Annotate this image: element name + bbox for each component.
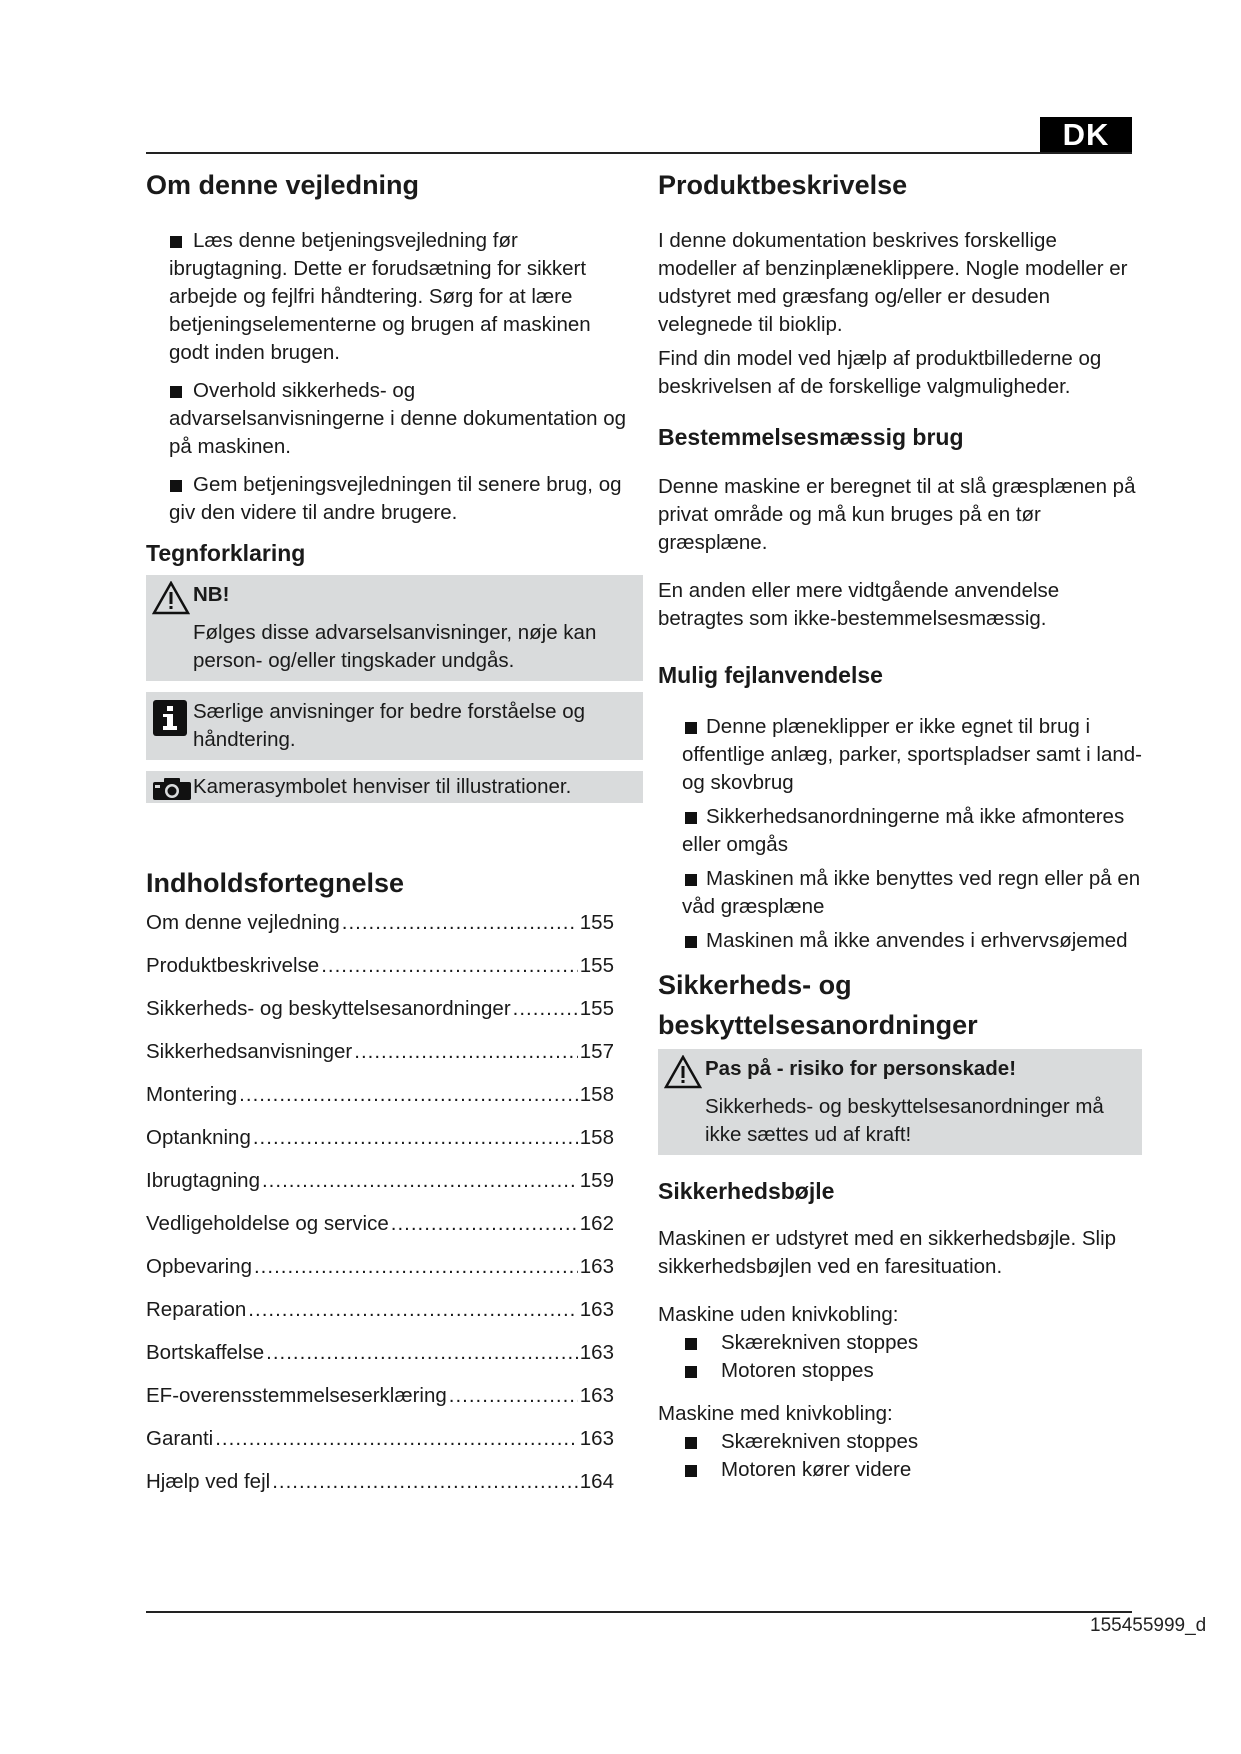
camera-callout (146, 771, 643, 803)
toc-leader (262, 1167, 578, 1195)
intended-use-paragraph-2: En anden eller mere vidtgående anvendelse betragtes som ikke-bestemmelsesmæssig. (658, 579, 1060, 630)
product-paragraph-2: Find din model ved hjælp af produktbillederne og beskrivelsen af de forskellige valgmuligheder. (658, 347, 1102, 398)
camera-text: Kamerasymbolet henviser til illustrationer. (193, 775, 572, 798)
bullet-text: Skærekniven stoppes (721, 1430, 919, 1453)
toc-list (146, 909, 614, 1511)
toc-page: 155 (579, 954, 614, 977)
bullet-text: Overhold sikkerheds- og advarselsanvisningerne i denne dokumentation og på maskinen. (169, 379, 627, 458)
toc-leader (239, 1081, 578, 1109)
bullet-text: Gem betjeningsvejledningen til senere brug, og giv den videre til andre brugere. (169, 473, 622, 524)
toc-leader (321, 952, 578, 980)
info-icon (152, 698, 188, 746)
bullet-text: Sikkerhedsanordningerne må ikke afmonteres eller omgås (682, 805, 1125, 856)
product-paragraph-1: I denne dokumentation beskrives forskellige modeller af benzinplæneklippere. Nogle modeller er udstyret med græsfang og/eller er desuden velegnede til bioklip. (658, 229, 1128, 336)
footer-rule (146, 1611, 1132, 1613)
bullet-text: Denne plæneklipper er ikke egnet til brug i offentlige anlæg, parker, sportspladser samt i land- og skovbrug (682, 715, 1142, 794)
bullet-square-icon (170, 236, 182, 248)
toc-row[interactable] (146, 1468, 614, 1511)
toc-row[interactable] (146, 1425, 614, 1468)
safety-bail-paragraph: Maskinen er udstyret med en sikkerhedsbøjle. Slip sikkerhedsbøjlen ved en faresituation. (658, 1227, 1117, 1278)
bullet-text: Motoren stoppes (721, 1359, 874, 1382)
toc-page: 163 (579, 1255, 614, 1278)
nb-callout (146, 575, 643, 681)
document-id: 155455999_d (1090, 1615, 1207, 1636)
toc-leader (215, 1425, 578, 1453)
bullet-text: Maskinen må ikke benyttes ved regn eller på en våd græsplæne (682, 867, 1141, 918)
header-rule (146, 152, 1132, 154)
toc-label: Bortskaffelse (146, 1341, 265, 1364)
toc-label: EF-overensstemmelseserklæring (146, 1384, 447, 1407)
list-item (658, 1428, 1158, 1456)
warning-callout (658, 1049, 1142, 1155)
warning-triangle-icon (664, 1055, 702, 1097)
toc-page: 163 (579, 1427, 614, 1450)
bullet-text: Læs denne betjeningsvejledning før ibrugtagning. Dette er forudsætning for sikkert arbejde og fejlfri håndtering. Sørg for at lære betjeningselementerne og brugen af maskinen godt inden brugen. (169, 229, 591, 364)
toc-label: Vedligeholdelse og service (146, 1212, 389, 1235)
bullet-square-icon (685, 1366, 697, 1378)
toc-page: 159 (579, 1169, 614, 1192)
warning-text: Sikkerheds- og beskyttelsesanordninger må ikke sættes ud af kraft! (705, 1095, 1104, 1146)
toc-leader (266, 1339, 578, 1367)
intended-use-paragraph-1: Denne maskine er beregnet til at slå græsplænen på privat område og må kun bruges på en tør græsplæne. (658, 475, 1136, 554)
toc-page: 162 (579, 1212, 614, 1235)
without-clutch-list (658, 1329, 1158, 1385)
about-heading: Om denne vejledning (146, 170, 420, 200)
list-item (658, 713, 1158, 797)
nb-title: NB! (193, 583, 230, 606)
with-clutch-label: Maskine med knivkobling: (658, 1402, 893, 1425)
toc-label: Montering (146, 1083, 238, 1106)
toc-label: Ibrugtagning (146, 1169, 260, 1192)
bullet-square-icon (170, 480, 182, 492)
toc-label: Optankning (146, 1126, 251, 1149)
toc-row[interactable] (146, 1253, 614, 1296)
toc-leader (248, 1296, 577, 1324)
without-clutch-label: Maskine uden knivkobling: (658, 1303, 899, 1326)
list-item (146, 377, 626, 461)
toc-row[interactable] (146, 1038, 614, 1081)
list-item (658, 927, 1158, 955)
toc-leader (449, 1382, 578, 1410)
safety-devices-heading: Sikkerheds- og beskyttelsesanordninger (658, 970, 978, 1040)
language-badge: DK (1040, 117, 1132, 153)
toc-page: 158 (579, 1126, 614, 1149)
intended-use-heading: Bestemmelsesmæssig brug (658, 424, 964, 450)
toc-leader (354, 1038, 578, 1066)
toc-label: Produktbeskrivelse (146, 954, 320, 977)
safety-bail-heading: Sikkerhedsbøjle (658, 1178, 835, 1204)
toc-label: Sikkerheds- og beskyttelsesanordninger (146, 997, 511, 1020)
toc-page: 155 (579, 911, 614, 934)
toc-row[interactable] (146, 952, 614, 995)
toc-row[interactable] (146, 1339, 614, 1382)
toc-page: 163 (579, 1384, 614, 1407)
left-column (146, 165, 626, 1511)
list-item (146, 227, 626, 367)
toc-page: 163 (579, 1298, 614, 1321)
toc-label: Hjælp ved fejl (146, 1470, 271, 1493)
warning-title: Pas på - risiko for personskade! (705, 1057, 1017, 1080)
list-item (658, 1456, 1158, 1484)
toc-leader (391, 1210, 578, 1238)
misuse-bullet-list (658, 713, 1158, 955)
bullet-square-icon (170, 386, 182, 398)
toc-row[interactable] (146, 909, 614, 952)
about-bullet-list (146, 227, 626, 527)
toc-label: Opbevaring (146, 1255, 252, 1278)
toc-row[interactable] (146, 1124, 614, 1167)
toc-label: Sikkerhedsanvisninger (146, 1040, 353, 1063)
product-heading: Produktbeskrivelse (658, 170, 908, 200)
toc-row[interactable] (146, 1081, 614, 1124)
toc-row[interactable] (146, 995, 614, 1038)
toc-label: Garanti (146, 1427, 214, 1450)
toc-label: Om denne vejledning (146, 911, 340, 934)
toc-row[interactable] (146, 1382, 614, 1425)
bullet-square-icon (685, 936, 697, 948)
toc-row[interactable] (146, 1296, 614, 1339)
bullet-text: Motoren kører videre (721, 1458, 912, 1481)
toc-leader (254, 1253, 578, 1281)
with-clutch-list (658, 1428, 1158, 1484)
info-callout (146, 692, 643, 760)
toc-heading: Indholdsfortegnelse (146, 868, 405, 898)
bullet-text: Skærekniven stoppes (721, 1331, 919, 1354)
bullet-text: Maskinen må ikke anvendes i erhvervsøjemed (706, 929, 1128, 952)
toc-page: 164 (579, 1470, 614, 1493)
bullet-square-icon (685, 722, 697, 734)
list-item (658, 803, 1158, 859)
bullet-square-icon (685, 1465, 697, 1477)
toc-page: 158 (579, 1083, 614, 1106)
list-item (146, 471, 626, 527)
list-item (658, 1329, 1158, 1357)
bullet-square-icon (685, 874, 697, 886)
list-item (658, 865, 1158, 921)
camera-icon (152, 777, 192, 809)
misuse-heading: Mulig fejlanvendelse (658, 662, 883, 688)
toc-row[interactable] (146, 1210, 614, 1253)
toc-page: 163 (579, 1341, 614, 1364)
legend-heading: Tegnforklaring (146, 540, 306, 566)
toc-label: Reparation (146, 1298, 247, 1321)
list-item (658, 1357, 1158, 1385)
bullet-square-icon (685, 1437, 697, 1449)
toc-page: 155 (579, 997, 614, 1020)
right-column (658, 165, 1158, 1484)
toc-leader (342, 909, 578, 937)
nb-text: Følges disse advarselsanvisninger, nøje kan person- og/eller tingskader undgås. (193, 621, 597, 672)
bullet-square-icon (685, 812, 697, 824)
toc-page: 157 (579, 1040, 614, 1063)
toc-leader (513, 995, 578, 1023)
toc-leader (272, 1468, 578, 1496)
toc-leader (253, 1124, 578, 1152)
toc-row[interactable] (146, 1167, 614, 1210)
warning-triangle-icon (152, 581, 190, 623)
info-text: Særlige anvisninger for bedre forståelse og håndtering. (193, 700, 585, 751)
bullet-square-icon (685, 1338, 697, 1350)
